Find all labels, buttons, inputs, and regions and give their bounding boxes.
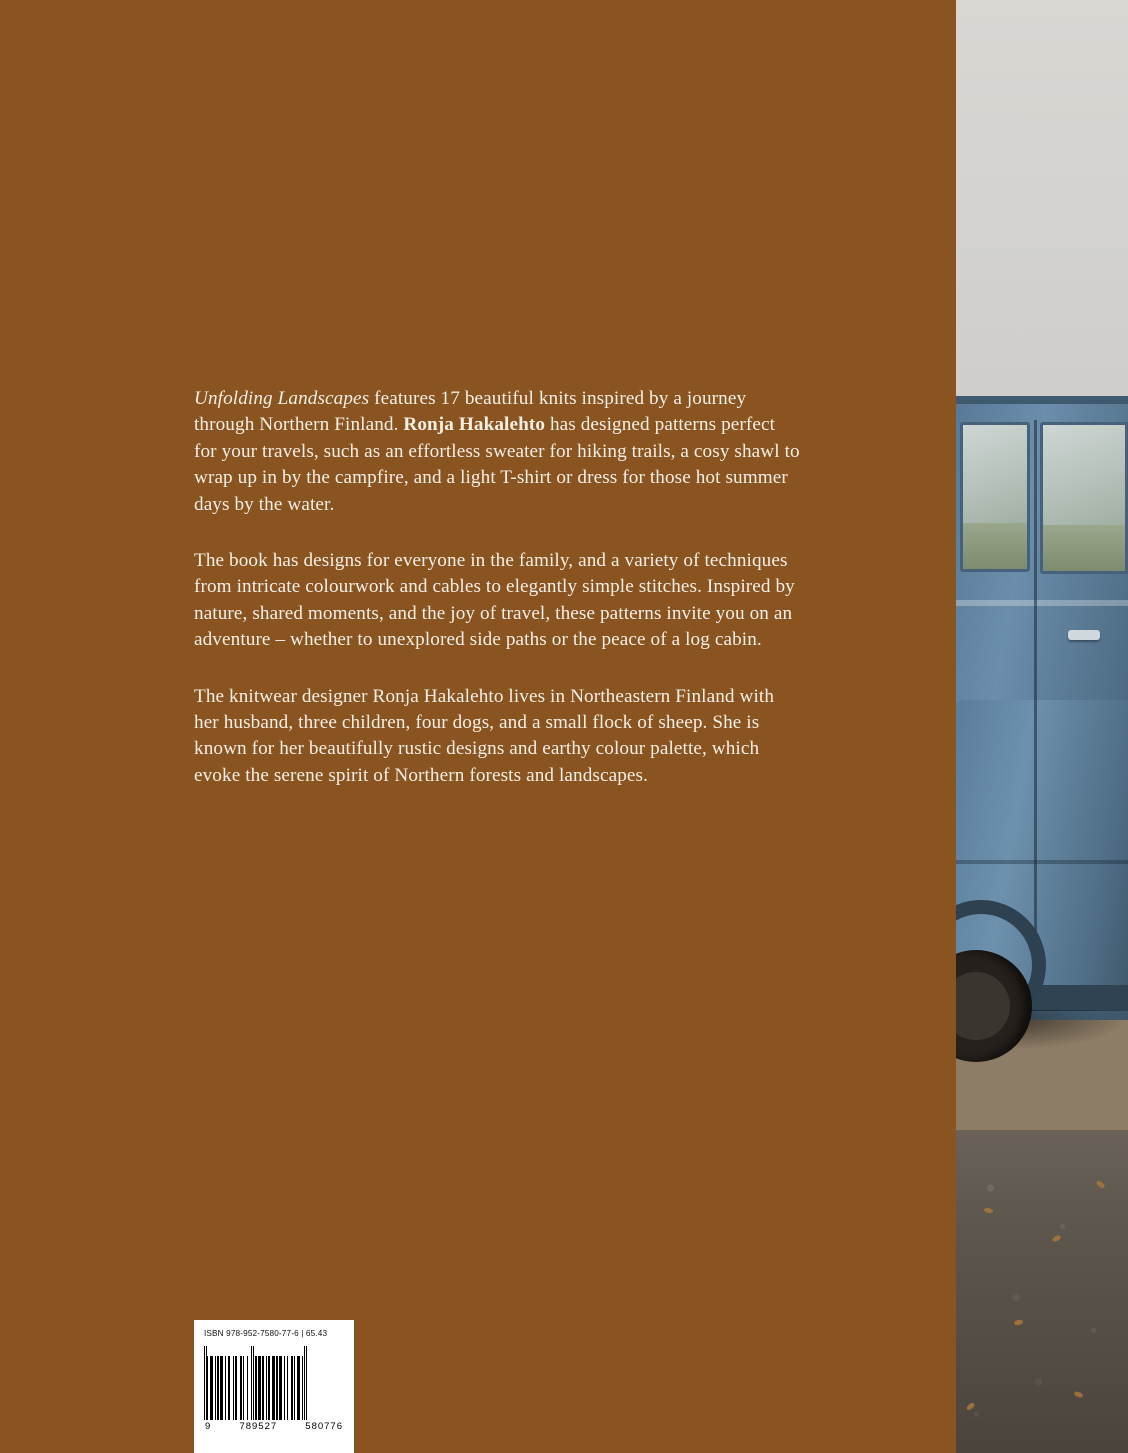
truck-body-crease (956, 860, 1128, 864)
blurb-paragraph-2: The book has designs for everyone in the family, and a variety of techniques from intricate colourwork and cables to elegantly simple stitches. Inspired by nature, shared moments, and the joy of travel, these patterns invite you on an adventure – whether to unexplored side paths or the peace of a log cabin. (194, 550, 795, 651)
barcode-digit-prefix: 9 (205, 1421, 212, 1432)
photo-sky (956, 0, 1128, 420)
back-cover-blurb (194, 386, 802, 789)
window-grass-reflection (963, 523, 1027, 569)
blue-pickup-truck-photo-strip (956, 0, 1128, 1453)
blurb-paragraph-1 (194, 386, 802, 518)
blurb-paragraph-3: The knitwear designer Ronja Hakalehto lives in Northeastern Finland with her husband, three children, four dogs, and a small flock of sheep. She is known for her beautifully rustic designs and earthy colour palette, which evoke the serene spirit of Northern forests and landscapes. (194, 685, 775, 786)
barcode-graphic (204, 1346, 344, 1420)
truck-door-window (1040, 422, 1128, 574)
blurb-p1-part-b: has designed patterns perfect for your travels, such as an effortless sweater for hiking trails, a cosy shawl to wrap up in by the campfire, and a light T-shirt or dress for those hot summer days by the water. (194, 414, 800, 515)
book-title-italic: Unfolding Landscapes (194, 388, 370, 409)
window-grass-reflection (1043, 525, 1125, 571)
blurb-p1-part-a: features 17 beautiful knits inspired by a journey through Northern Finland. (194, 388, 747, 436)
isbn-label: ISBN 978-952-7580-77-6 | 65.43 (204, 1329, 328, 1338)
truck-door-seam (1034, 420, 1037, 950)
truck-rear-window (960, 422, 1030, 572)
barcode-digits (204, 1421, 344, 1432)
barcode-digit-group-2: 580776 (305, 1421, 343, 1432)
photo-gravel-ground (956, 1130, 1128, 1453)
isbn-barcode-block (194, 1320, 354, 1453)
barcode-bar (306, 1346, 307, 1420)
truck-belt-line (956, 600, 1128, 606)
author-name-bold: Ronja Hakalehto (403, 414, 546, 436)
barcode-digit-group-1: 789527 (239, 1421, 278, 1432)
truck-door-handle (1068, 630, 1100, 640)
